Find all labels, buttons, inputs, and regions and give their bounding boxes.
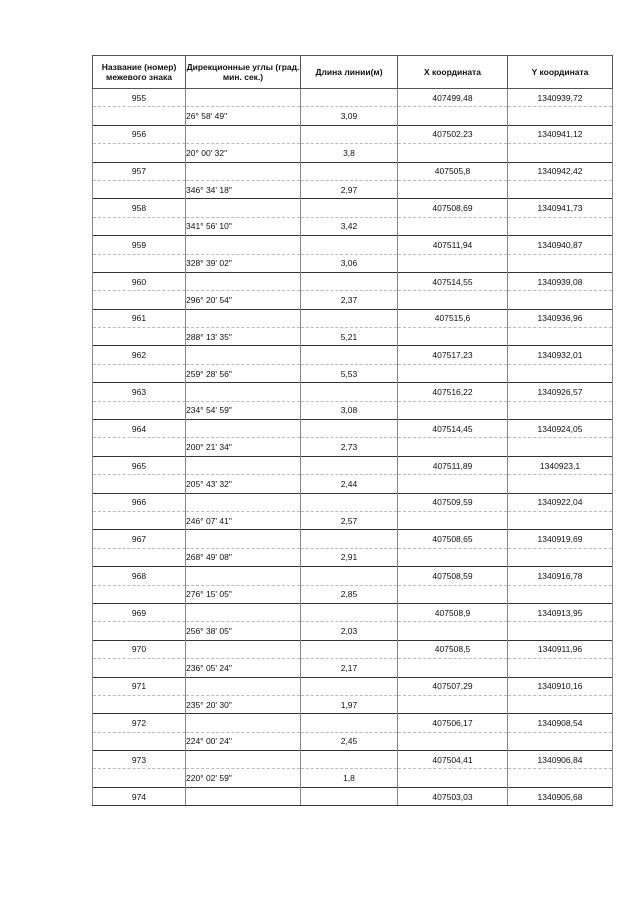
empty-cell [301, 199, 398, 217]
point-name-cell: 970 [93, 640, 186, 658]
empty-cell [398, 695, 508, 713]
y-coordinate-cell: 1340940,87 [508, 236, 613, 254]
empty-cell [301, 714, 398, 732]
header-point-name: Название (номер) межевого знака [93, 56, 186, 89]
line-row [93, 217, 613, 235]
line-length-cell: 3,09 [301, 107, 398, 125]
point-row [93, 309, 613, 327]
point-row [93, 346, 613, 364]
empty-cell [508, 328, 613, 346]
point-row [93, 603, 613, 621]
direction-angle-cell: 259° 28' 56" [186, 364, 301, 382]
empty-cell [398, 291, 508, 309]
x-coordinate-cell: 407514,45 [398, 420, 508, 438]
empty-cell [398, 328, 508, 346]
line-row [93, 732, 613, 750]
y-coordinate-cell: 1340922,04 [508, 493, 613, 511]
direction-angle-cell: 328° 39' 02" [186, 254, 301, 272]
line-length-cell: 5,21 [301, 328, 398, 346]
point-name-cell: 961 [93, 309, 186, 327]
line-length-cell: 2,57 [301, 511, 398, 529]
x-coordinate-cell: 407516,22 [398, 383, 508, 401]
line-row [93, 475, 613, 493]
x-coordinate-cell: 407504,41 [398, 751, 508, 769]
empty-cell [93, 511, 186, 529]
y-coordinate-cell: 1340924,05 [508, 420, 613, 438]
x-coordinate-cell: 407508,59 [398, 567, 508, 585]
empty-cell [186, 383, 301, 401]
line-row [93, 622, 613, 640]
direction-angle-cell: 26° 58' 49" [186, 107, 301, 125]
y-coordinate-cell: 1340916,78 [508, 567, 613, 585]
empty-cell [508, 438, 613, 456]
line-length-cell: 2,91 [301, 548, 398, 566]
empty-cell [301, 272, 398, 290]
empty-cell [186, 751, 301, 769]
empty-cell [508, 511, 613, 529]
empty-cell [93, 107, 186, 125]
point-row [93, 493, 613, 511]
empty-cell [93, 401, 186, 419]
point-row [93, 714, 613, 732]
line-length-cell: 2,17 [301, 659, 398, 677]
x-coordinate-cell: 407509,59 [398, 493, 508, 511]
empty-cell [93, 217, 186, 235]
empty-cell [186, 456, 301, 474]
empty-cell [508, 107, 613, 125]
x-coordinate-cell: 407508,5 [398, 640, 508, 658]
x-coordinate-cell: 407507,29 [398, 677, 508, 695]
line-row [93, 254, 613, 272]
empty-cell [398, 438, 508, 456]
y-coordinate-cell: 1340941,12 [508, 125, 613, 143]
table-header-row [93, 56, 613, 89]
line-length-cell: 2,73 [301, 438, 398, 456]
empty-cell [301, 456, 398, 474]
empty-cell [301, 677, 398, 695]
line-row [93, 180, 613, 198]
point-name-cell: 956 [93, 125, 186, 143]
table-body [93, 89, 613, 806]
x-coordinate-cell: 407514,55 [398, 272, 508, 290]
empty-cell [508, 622, 613, 640]
empty-cell [301, 346, 398, 364]
line-row [93, 328, 613, 346]
empty-cell [508, 769, 613, 787]
point-name-cell: 967 [93, 530, 186, 548]
boundary-points-table [92, 55, 613, 806]
y-coordinate-cell: 1340939,08 [508, 272, 613, 290]
empty-cell [301, 640, 398, 658]
line-length-cell: 3,42 [301, 217, 398, 235]
line-row [93, 364, 613, 382]
point-name-cell: 968 [93, 567, 186, 585]
empty-cell [301, 567, 398, 585]
empty-cell [301, 162, 398, 180]
empty-cell [508, 475, 613, 493]
empty-cell [398, 401, 508, 419]
point-row [93, 456, 613, 474]
empty-cell [93, 475, 186, 493]
line-length-cell: 3,08 [301, 401, 398, 419]
point-row [93, 89, 613, 107]
empty-cell [398, 254, 508, 272]
line-length-cell: 3,06 [301, 254, 398, 272]
empty-cell [186, 89, 301, 107]
empty-cell [398, 548, 508, 566]
x-coordinate-cell: 407505,8 [398, 162, 508, 180]
direction-angle-cell: 256° 38' 05" [186, 622, 301, 640]
direction-angle-cell: 205° 43' 32" [186, 475, 301, 493]
empty-cell [93, 144, 186, 162]
empty-cell [398, 622, 508, 640]
header-x-coordinate: X координата [398, 56, 508, 89]
empty-cell [508, 695, 613, 713]
empty-cell [186, 309, 301, 327]
y-coordinate-cell: 1340905,68 [508, 787, 613, 805]
line-row [93, 144, 613, 162]
empty-cell [186, 272, 301, 290]
direction-angle-cell: 296° 20' 54" [186, 291, 301, 309]
point-row [93, 677, 613, 695]
direction-angle-cell: 20° 00' 32" [186, 144, 301, 162]
point-name-cell: 959 [93, 236, 186, 254]
point-name-cell: 957 [93, 162, 186, 180]
empty-cell [398, 217, 508, 235]
empty-cell [186, 236, 301, 254]
line-length-cell: 3,8 [301, 144, 398, 162]
y-coordinate-cell: 1340932,01 [508, 346, 613, 364]
y-coordinate-cell: 1340908,54 [508, 714, 613, 732]
direction-angle-cell: 268° 49' 08" [186, 548, 301, 566]
empty-cell [93, 291, 186, 309]
x-coordinate-cell: 407508,9 [398, 603, 508, 621]
point-name-cell: 955 [93, 89, 186, 107]
line-row [93, 769, 613, 787]
point-row [93, 751, 613, 769]
empty-cell [398, 364, 508, 382]
empty-cell [508, 364, 613, 382]
point-row [93, 199, 613, 217]
y-coordinate-cell: 1340923,1 [508, 456, 613, 474]
empty-cell [186, 493, 301, 511]
direction-angle-cell: 246° 07' 41" [186, 511, 301, 529]
line-row [93, 511, 613, 529]
line-length-cell: 2,85 [301, 585, 398, 603]
empty-cell [186, 162, 301, 180]
line-row [93, 585, 613, 603]
empty-cell [186, 567, 301, 585]
empty-cell [301, 787, 398, 805]
point-name-cell: 965 [93, 456, 186, 474]
x-coordinate-cell: 407515,6 [398, 309, 508, 327]
empty-cell [186, 603, 301, 621]
empty-cell [186, 787, 301, 805]
point-name-cell: 962 [93, 346, 186, 364]
empty-cell [398, 585, 508, 603]
empty-cell [301, 125, 398, 143]
point-name-cell: 973 [93, 751, 186, 769]
y-coordinate-cell: 1340936,96 [508, 309, 613, 327]
y-coordinate-cell: 1340913,95 [508, 603, 613, 621]
empty-cell [398, 144, 508, 162]
empty-cell [508, 144, 613, 162]
empty-cell [301, 751, 398, 769]
empty-cell [508, 217, 613, 235]
empty-cell [93, 769, 186, 787]
empty-cell [186, 714, 301, 732]
point-row [93, 162, 613, 180]
point-row [93, 272, 613, 290]
point-name-cell: 971 [93, 677, 186, 695]
x-coordinate-cell: 407503,03 [398, 787, 508, 805]
direction-angle-cell: 220° 02' 59" [186, 769, 301, 787]
line-row [93, 695, 613, 713]
header-y-coordinate: Y координата [508, 56, 613, 89]
point-row [93, 640, 613, 658]
empty-cell [301, 530, 398, 548]
empty-cell [301, 420, 398, 438]
direction-angle-cell: 288° 13' 35" [186, 328, 301, 346]
empty-cell [508, 548, 613, 566]
point-row [93, 420, 613, 438]
empty-cell [186, 199, 301, 217]
empty-cell [398, 659, 508, 677]
line-length-cell: 2,44 [301, 475, 398, 493]
point-name-cell: 974 [93, 787, 186, 805]
empty-cell [93, 622, 186, 640]
point-name-cell: 958 [93, 199, 186, 217]
direction-angle-cell: 200° 21' 34" [186, 438, 301, 456]
empty-cell [508, 659, 613, 677]
empty-cell [398, 511, 508, 529]
point-name-cell: 964 [93, 420, 186, 438]
empty-cell [301, 603, 398, 621]
y-coordinate-cell: 1340941,73 [508, 199, 613, 217]
empty-cell [508, 180, 613, 198]
y-coordinate-cell: 1340926,57 [508, 383, 613, 401]
y-coordinate-cell: 1340911,96 [508, 640, 613, 658]
line-row [93, 659, 613, 677]
empty-cell [301, 493, 398, 511]
line-length-cell: 2,37 [301, 291, 398, 309]
x-coordinate-cell: 407508,69 [398, 199, 508, 217]
line-length-cell: 5,53 [301, 364, 398, 382]
point-row [93, 383, 613, 401]
line-row [93, 401, 613, 419]
point-name-cell: 972 [93, 714, 186, 732]
direction-angle-cell: 341° 56' 10" [186, 217, 301, 235]
direction-angle-cell: 235° 20' 30" [186, 695, 301, 713]
point-row [93, 567, 613, 585]
x-coordinate-cell: 407502,23 [398, 125, 508, 143]
line-length-cell: 2,03 [301, 622, 398, 640]
empty-cell [508, 401, 613, 419]
empty-cell [93, 732, 186, 750]
empty-cell [301, 383, 398, 401]
point-name-cell: 963 [93, 383, 186, 401]
direction-angle-cell: 276° 15' 05" [186, 585, 301, 603]
line-length-cell: 2,97 [301, 180, 398, 198]
direction-angle-cell: 234° 54' 59" [186, 401, 301, 419]
line-length-cell: 1,8 [301, 769, 398, 787]
x-coordinate-cell: 407511,89 [398, 456, 508, 474]
empty-cell [93, 548, 186, 566]
point-name-cell: 966 [93, 493, 186, 511]
header-direction-angle: Дирекционные углы (град. мин. сек.) [186, 56, 301, 89]
empty-cell [93, 180, 186, 198]
point-row [93, 787, 613, 805]
empty-cell [186, 346, 301, 364]
empty-cell [93, 659, 186, 677]
x-coordinate-cell: 407517,23 [398, 346, 508, 364]
empty-cell [508, 585, 613, 603]
x-coordinate-cell: 407511,94 [398, 236, 508, 254]
point-name-cell: 960 [93, 272, 186, 290]
empty-cell [93, 364, 186, 382]
line-length-cell: 1,97 [301, 695, 398, 713]
empty-cell [398, 769, 508, 787]
empty-cell [301, 236, 398, 254]
empty-cell [186, 640, 301, 658]
empty-cell [398, 475, 508, 493]
empty-cell [398, 180, 508, 198]
point-name-cell: 969 [93, 603, 186, 621]
empty-cell [398, 107, 508, 125]
empty-cell [398, 732, 508, 750]
x-coordinate-cell: 407508,65 [398, 530, 508, 548]
direction-angle-cell: 224° 00' 24" [186, 732, 301, 750]
y-coordinate-cell: 1340919,69 [508, 530, 613, 548]
line-row [93, 438, 613, 456]
empty-cell [508, 732, 613, 750]
line-row [93, 291, 613, 309]
y-coordinate-cell: 1340939,72 [508, 89, 613, 107]
empty-cell [93, 254, 186, 272]
empty-cell [508, 254, 613, 272]
empty-cell [301, 89, 398, 107]
y-coordinate-cell: 1340906,84 [508, 751, 613, 769]
point-row [93, 236, 613, 254]
point-row [93, 530, 613, 548]
empty-cell [186, 420, 301, 438]
empty-cell [93, 438, 186, 456]
line-row [93, 548, 613, 566]
empty-cell [93, 585, 186, 603]
empty-cell [508, 291, 613, 309]
x-coordinate-cell: 407506,17 [398, 714, 508, 732]
empty-cell [186, 530, 301, 548]
line-row [93, 107, 613, 125]
x-coordinate-cell: 407499,48 [398, 89, 508, 107]
empty-cell [186, 125, 301, 143]
direction-angle-cell: 346° 34' 18" [186, 180, 301, 198]
empty-cell [301, 309, 398, 327]
y-coordinate-cell: 1340942,42 [508, 162, 613, 180]
line-length-cell: 2,45 [301, 732, 398, 750]
empty-cell [93, 695, 186, 713]
header-line-length: Длина линии(м) [301, 56, 398, 89]
y-coordinate-cell: 1340910,16 [508, 677, 613, 695]
empty-cell [186, 677, 301, 695]
empty-cell [93, 328, 186, 346]
direction-angle-cell: 236° 05' 24" [186, 659, 301, 677]
point-row [93, 125, 613, 143]
